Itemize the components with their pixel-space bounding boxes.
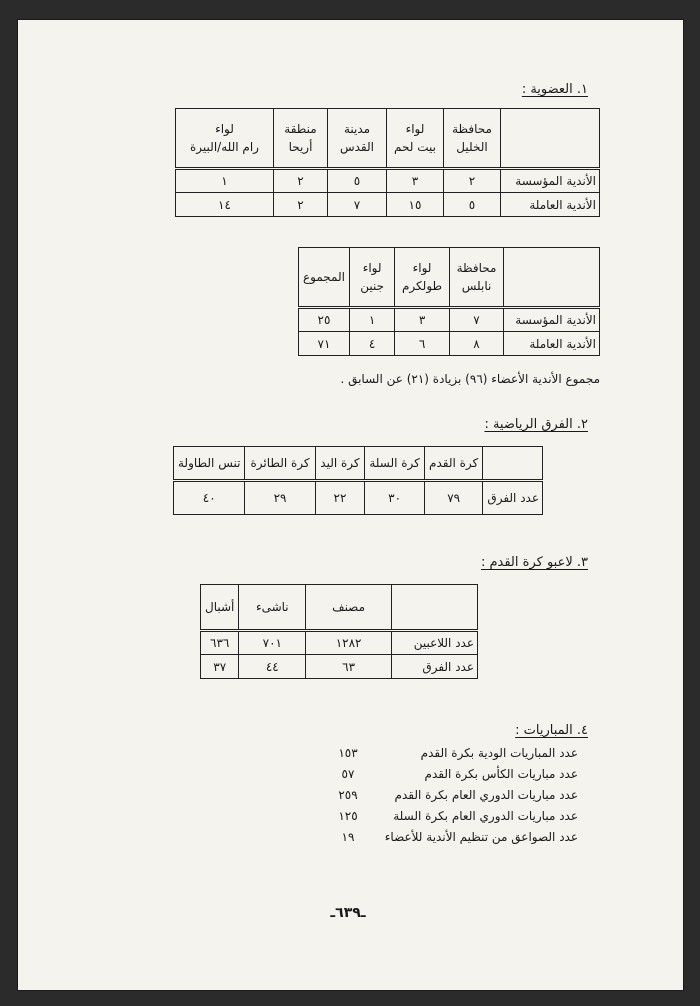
header-cell: مصنف: [306, 585, 392, 631]
membership-total-note: مجموع الأندية الأعضاء (٩٦) بزيادة (٢١) عن السابق .: [340, 372, 600, 386]
list-item: [318, 742, 578, 763]
list-item: [318, 826, 578, 847]
value-cell: ٧: [328, 193, 387, 217]
value-cell: ١٢٨٢: [306, 631, 392, 655]
value-cell: ٥: [444, 193, 501, 217]
value-cell: ١٥: [387, 193, 444, 217]
header-text: لواء بيت لحم: [394, 122, 436, 154]
document-page: [18, 20, 683, 990]
match-label: عدد الصواعق من تنظيم الأندية للأعضاء: [384, 829, 578, 844]
football-players-table: [200, 584, 478, 679]
value-cell: ٢٢: [315, 481, 365, 515]
header-cell: [274, 109, 328, 169]
header-cell: أشبال: [201, 585, 239, 631]
value-cell: ٨: [449, 332, 503, 356]
header-cell: [444, 109, 501, 169]
match-label: عدد المباريات الودية بكرة القدم: [420, 745, 578, 760]
list-item: [318, 763, 578, 784]
empty-header-cell: [483, 447, 543, 481]
header-cell: كرة السلة: [365, 447, 425, 481]
header-cell: [176, 109, 274, 169]
section-membership-heading: ١. العضوية :: [521, 82, 588, 97]
value-cell: ٤٤: [239, 655, 306, 679]
page-number: ـ٦٣٩ـ: [330, 905, 366, 921]
value-cell: ٥: [328, 169, 387, 193]
value-cell: ٧٠١: [239, 631, 306, 655]
membership-table-1: [175, 108, 600, 217]
match-label: عدد مباريات الدوري العام بكرة السلة: [393, 808, 578, 823]
match-label: عدد مباريات الدوري العام بكرة القدم: [394, 787, 578, 802]
header-text: لواء طولكرم: [401, 261, 443, 293]
value-cell: ١٤: [176, 193, 274, 217]
header-text: محافظة نابلس: [456, 261, 497, 293]
matches-list: [318, 742, 578, 847]
header-text: منطقة أريحا: [284, 122, 317, 154]
match-value: ٢٥٩: [338, 787, 358, 802]
header-cell: [395, 248, 450, 308]
list-item: [318, 784, 578, 805]
value-cell: ٤٠: [174, 481, 245, 515]
value-cell: ١: [349, 308, 394, 332]
value-cell: ٢: [274, 193, 328, 217]
section-football-players-heading: ٣. لاعبو كرة القدم :: [480, 555, 588, 570]
sports-teams-table: [173, 446, 543, 515]
value-cell: ٦٣: [306, 655, 392, 679]
match-label: عدد مباريات الكأس بكرة القدم: [424, 766, 578, 781]
row-label: عدد الفرق: [483, 481, 543, 515]
header-text: لواء جنين: [360, 261, 385, 293]
membership-table-2: [298, 247, 600, 356]
header-cell: [299, 248, 350, 308]
header-cell: [328, 109, 387, 169]
empty-header-cell: [501, 109, 600, 169]
value-cell: ٤: [349, 332, 394, 356]
row-label: عدد الفرق: [391, 655, 477, 679]
header-cell: [349, 248, 394, 308]
empty-header-cell: [504, 248, 600, 308]
header-text: محافظة الخليل: [452, 122, 492, 154]
value-cell: ٢٩: [245, 481, 315, 515]
value-cell: ١: [176, 169, 274, 193]
row-label: عدد اللاعبين: [391, 631, 477, 655]
header-cell: [449, 248, 503, 308]
header-cell: ناشىء: [239, 585, 306, 631]
match-value: ١٩: [341, 829, 355, 844]
value-cell: ٣٠: [365, 481, 425, 515]
match-value: ١٢٥: [338, 808, 358, 823]
header-text: لواء رام الله/البيرة: [190, 122, 259, 154]
value-cell: ٢٥: [299, 308, 350, 332]
value-cell: ٧١: [299, 332, 350, 356]
value-cell: ٧٩: [424, 481, 483, 515]
empty-header-cell: [391, 585, 477, 631]
header-cell: كرة القدم: [424, 447, 483, 481]
value-cell: ٣: [395, 308, 450, 332]
match-value: ٥٧: [341, 766, 355, 781]
header-text: مدينة القدس: [339, 122, 374, 154]
value-cell: ٢: [274, 169, 328, 193]
value-cell: ٣٧: [201, 655, 239, 679]
row-label: الأندية العاملة: [501, 193, 600, 217]
section-sports-teams-heading: ٢. الفرق الرياضية :: [484, 417, 588, 432]
header-cell: كرة الطائرة: [245, 447, 315, 481]
value-cell: ٦٣٦: [201, 631, 239, 655]
list-item: [318, 805, 578, 826]
header-cell: تنس الطاولة: [174, 447, 245, 481]
value-cell: ٧: [449, 308, 503, 332]
header-text: المجموع: [303, 270, 345, 284]
value-cell: ٦: [395, 332, 450, 356]
row-label: الأندية المؤسسة: [504, 308, 600, 332]
header-cell: [387, 109, 444, 169]
row-label: الأندية المؤسسة: [501, 169, 600, 193]
section-matches-heading: ٤. المباريات :: [515, 723, 588, 738]
value-cell: ٢: [444, 169, 501, 193]
match-value: ١٥٣: [338, 745, 358, 760]
value-cell: ٣: [387, 169, 444, 193]
row-label: الأندية العاملة: [504, 332, 600, 356]
header-cell: كرة اليد: [315, 447, 365, 481]
